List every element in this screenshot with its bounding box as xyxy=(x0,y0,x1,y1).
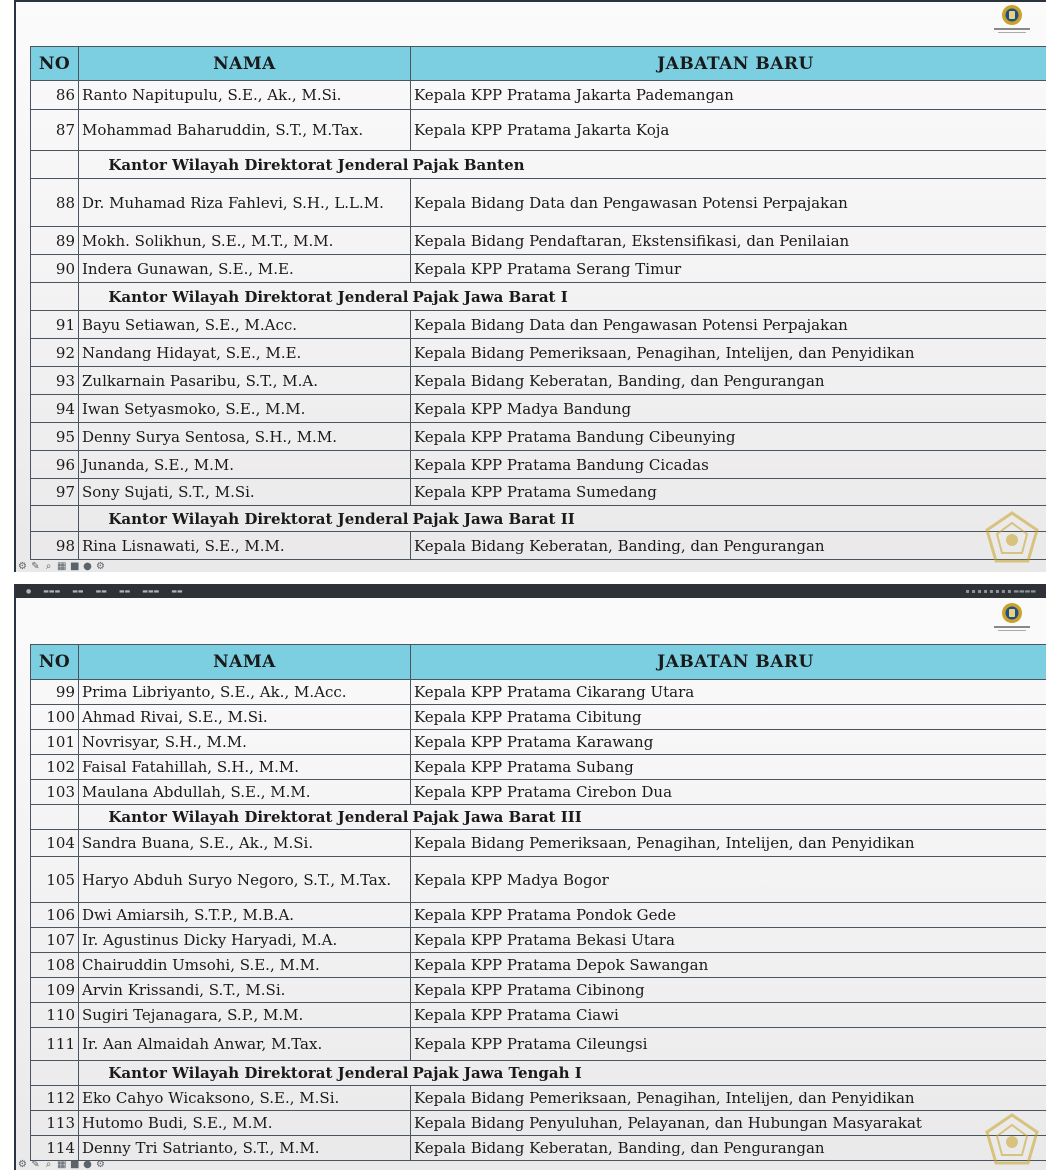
row-position: Kepala KPP Pratama Jakarta Pademangan xyxy=(411,81,1046,110)
section-blank-cell xyxy=(31,805,79,830)
row-name: Maulana Abdullah, S.E., M.M. xyxy=(79,780,411,805)
row-number: 90 xyxy=(31,255,79,283)
row-position: Kepala KPP Pratama Bekasi Utara xyxy=(411,928,1046,953)
row-position: Kepala Bidang Keberatan, Banding, dan Pengurangan xyxy=(411,367,1046,395)
row-number: 107 xyxy=(31,928,79,953)
row-name: Faisal Fatahillah, S.H., M.M. xyxy=(79,755,411,780)
table-row xyxy=(31,395,1046,423)
row-name: Rina Lisnawati, S.E., M.M. xyxy=(79,532,411,560)
table-row xyxy=(31,479,1046,506)
section-row xyxy=(31,283,1046,311)
row-number: 89 xyxy=(31,227,79,255)
row-number: 88 xyxy=(31,179,79,227)
settings-icon[interactable]: ⚙ xyxy=(18,1158,27,1170)
screen-icon[interactable]: ■ xyxy=(70,1158,80,1170)
menubar-item[interactable]: ▬▬ xyxy=(118,587,131,595)
table-row xyxy=(31,227,1046,255)
section-row xyxy=(31,506,1046,532)
table-header-row xyxy=(31,47,1046,81)
section-row xyxy=(31,1061,1046,1086)
row-position: Kepala KPP Pratama Bandung Cibeunying xyxy=(411,423,1046,451)
row-name: Zulkarnain Pasaribu, S.T., M.A. xyxy=(79,367,411,395)
section-title-part1: Kantor Wilayah Direktorat Jenderal xyxy=(79,506,411,532)
pen-icon[interactable]: ✎ xyxy=(31,560,40,572)
row-position: Kepala KPP Pratama Sumedang xyxy=(411,479,1046,506)
row-number: 109 xyxy=(31,978,79,1003)
row-position: Kepala KPP Madya Bogor xyxy=(411,857,1046,903)
row-number: 114 xyxy=(31,1136,79,1161)
table-row xyxy=(31,730,1046,755)
row-name: Indera Gunawan, S.E., M.E. xyxy=(79,255,411,283)
row-number: 108 xyxy=(31,953,79,978)
row-name: Haryo Abduh Suryo Negoro, S.T., M.Tax. xyxy=(79,857,411,903)
section-blank-cell xyxy=(31,506,79,532)
row-number: 96 xyxy=(31,451,79,479)
section-blank-cell xyxy=(31,1061,79,1086)
pen-icon[interactable]: ✎ xyxy=(31,1158,40,1170)
row-name: Sugiri Tejanagara, S.P., M.M. xyxy=(79,1003,411,1028)
row-position: Kepala KPP Pratama Cirebon Dua xyxy=(411,780,1046,805)
table-row xyxy=(31,680,1046,705)
section-title-part2: Pajak Jawa Barat III xyxy=(411,805,1046,830)
section-title-part1: Kantor Wilayah Direktorat Jenderal xyxy=(79,805,411,830)
row-number: 112 xyxy=(31,1086,79,1111)
row-number: 93 xyxy=(31,367,79,395)
row-number: 98 xyxy=(31,532,79,560)
row-position: Kepala KPP Pratama Cibitung xyxy=(411,705,1046,730)
row-position: Kepala KPP Pratama Ciawi xyxy=(411,1003,1046,1028)
row-name: Junanda, S.E., M.M. xyxy=(79,451,411,479)
header-nama: NAMA xyxy=(79,645,411,680)
header-no: NO xyxy=(31,47,79,81)
row-name: Iwan Setyasmoko, S.E., M.M. xyxy=(79,395,411,423)
row-name: Denny Tri Satrianto, S.T., M.M. xyxy=(79,1136,411,1161)
row-position: Kepala KPP Pratama Cileungsi xyxy=(411,1028,1046,1061)
table-row xyxy=(31,1111,1046,1136)
row-number: 91 xyxy=(31,311,79,339)
table-row xyxy=(31,755,1046,780)
officials-table xyxy=(30,46,1046,560)
row-name: Novrisyar, S.H., M.M. xyxy=(79,730,411,755)
table-row xyxy=(31,1136,1046,1161)
menubar-item[interactable]: ▬▬▬ xyxy=(43,587,61,595)
row-name: Sandra Buana, S.E., Ak., M.Si. xyxy=(79,830,411,857)
emblem-icon xyxy=(1001,602,1023,624)
header-jabatan: JABATAN BARU xyxy=(411,47,1046,81)
row-position: Kepala KPP Pratama Pondok Gede xyxy=(411,903,1046,928)
table-row xyxy=(31,780,1046,805)
table-header-row xyxy=(31,645,1046,680)
row-number: 111 xyxy=(31,1028,79,1061)
section-title-part2: Pajak Banten xyxy=(411,151,1046,179)
table-row xyxy=(31,928,1046,953)
more-icon[interactable]: ● xyxy=(83,1158,92,1170)
presentation-toolbar xyxy=(18,1158,105,1170)
table-row xyxy=(31,255,1046,283)
row-name: Ranto Napitupulu, S.E., Ak., M.Si. xyxy=(79,81,411,110)
row-position: Kepala Bidang Keberatan, Banding, dan Pengurangan xyxy=(411,532,1046,560)
menubar-item[interactable]: ▬▬ xyxy=(72,587,84,595)
row-position: Kepala KPP Pratama Karawang xyxy=(411,730,1046,755)
section-title-part1: Kantor Wilayah Direktorat Jenderal xyxy=(79,151,411,179)
menubar-item[interactable]: ● xyxy=(26,587,32,595)
row-name: Sony Sujati, S.T., M.Si. xyxy=(79,479,411,506)
row-number: 99 xyxy=(31,680,79,705)
row-position: Kepala KPP Pratama Serang Timur xyxy=(411,255,1046,283)
row-position: Kepala KPP Pratama Bandung Cicadas xyxy=(411,451,1046,479)
row-position: Kepala KPP Pratama Jakarta Koja xyxy=(411,110,1046,151)
menubar-status-area: ▪ ▪ ▪ ▪ ▪ ▪ ▪ ▪ ▬▬▬▬ xyxy=(965,587,1036,595)
section-title-part2: Pajak Jawa Barat I xyxy=(411,283,1046,311)
row-position: Kepala Bidang Data dan Pengawasan Potensi Perpajakan xyxy=(411,179,1046,227)
officials-table xyxy=(30,644,1046,1161)
ministry-logo xyxy=(988,4,1036,38)
row-position: Kepala KPP Pratama Depok Sawangan xyxy=(411,953,1046,978)
row-position: Kepala KPP Pratama Subang xyxy=(411,755,1046,780)
table-row xyxy=(31,179,1046,227)
section-title-part2: Pajak Jawa Tengah I xyxy=(411,1061,1046,1086)
table-row xyxy=(31,953,1046,978)
row-name: Hutomo Budi, S.E., M.M. xyxy=(79,1111,411,1136)
row-name: Dr. Muhamad Riza Fahlevi, S.H., L.L.M. xyxy=(79,179,411,227)
table-row xyxy=(31,532,1046,560)
menubar-item[interactable]: ▬▬ xyxy=(95,587,107,595)
row-position: Kepala Bidang Pemeriksaan, Penagihan, Intelijen, dan Penyidikan xyxy=(411,1086,1046,1111)
row-number: 95 xyxy=(31,423,79,451)
emblem-watermark-icon xyxy=(984,510,1040,566)
row-number: 101 xyxy=(31,730,79,755)
row-number: 113 xyxy=(31,1111,79,1136)
section-blank-cell xyxy=(31,151,79,179)
row-position: Kepala Bidang Penyuluhan, Pelayanan, dan Hubungan Masyarakat xyxy=(411,1111,1046,1136)
presentation-toolbar xyxy=(18,560,105,572)
table-row xyxy=(31,1028,1046,1061)
section-title-part1: Kantor Wilayah Direktorat Jenderal xyxy=(79,1061,411,1086)
row-name: Eko Cahyo Wicaksono, S.E., M.Si. xyxy=(79,1086,411,1111)
grid-icon[interactable]: ▦ xyxy=(57,560,67,572)
row-name: Ir. Agustinus Dicky Haryadi, M.A. xyxy=(79,928,411,953)
table-row xyxy=(31,1086,1046,1111)
row-number: 92 xyxy=(31,339,79,367)
row-number: 86 xyxy=(31,81,79,110)
table-row xyxy=(31,339,1046,367)
row-name: Bayu Setiawan, S.E., M.Acc. xyxy=(79,311,411,339)
ministry-logo xyxy=(988,602,1036,636)
search-icon[interactable]: ⌕ xyxy=(45,560,52,572)
row-number: 100 xyxy=(31,705,79,730)
row-name: Dwi Amiarsih, S.T.P., M.B.A. xyxy=(79,903,411,928)
table-row xyxy=(31,1003,1046,1028)
section-title-part2: Pajak Jawa Barat II xyxy=(411,506,1046,532)
slide-screenshot-1 xyxy=(14,0,1046,572)
row-name: Chairuddin Umsohi, S.E., M.M. xyxy=(79,953,411,978)
row-number: 97 xyxy=(31,479,79,506)
os-menubar xyxy=(16,584,1046,598)
row-name: Ir. Aan Almaidah Anwar, M.Tax. xyxy=(79,1028,411,1061)
slide-screenshot-2 xyxy=(14,584,1046,1170)
row-number: 102 xyxy=(31,755,79,780)
row-position: Kepala Bidang Data dan Pengawasan Potensi Perpajakan xyxy=(411,311,1046,339)
header-no: NO xyxy=(31,645,79,680)
grid-icon[interactable]: ▦ xyxy=(57,1158,67,1170)
row-number: 87 xyxy=(31,110,79,151)
table-row xyxy=(31,423,1046,451)
row-name: Mokh. Solikhun, S.E., M.T., M.M. xyxy=(79,227,411,255)
table-row xyxy=(31,830,1046,857)
section-row xyxy=(31,151,1046,179)
row-number: 104 xyxy=(31,830,79,857)
options-icon[interactable]: ⚙ xyxy=(96,1158,105,1170)
row-number: 106 xyxy=(31,903,79,928)
row-name: Ahmad Rivai, S.E., M.Si. xyxy=(79,705,411,730)
row-name: Prima Libriyanto, S.E., Ak., M.Acc. xyxy=(79,680,411,705)
table-row xyxy=(31,857,1046,903)
row-position: Kepala Bidang Pemeriksaan, Penagihan, Intelijen, dan Penyidikan xyxy=(411,830,1046,857)
options-icon[interactable]: ⚙ xyxy=(96,560,105,572)
table-row xyxy=(31,110,1046,151)
search-icon[interactable]: ⌕ xyxy=(45,1158,52,1170)
more-icon[interactable]: ● xyxy=(83,560,92,572)
row-name: Nandang Hidayat, S.E., M.E. xyxy=(79,339,411,367)
row-position: Kepala KPP Madya Bandung xyxy=(411,395,1046,423)
row-number: 103 xyxy=(31,780,79,805)
menubar-item[interactable]: ▬▬▬ xyxy=(142,587,160,595)
header-jabatan: JABATAN BARU xyxy=(411,645,1046,680)
row-position: Kepala Bidang Pemeriksaan, Penagihan, Intelijen, dan Penyidikan xyxy=(411,339,1046,367)
row-position: Kepala KPP Pratama Cikarang Utara xyxy=(411,680,1046,705)
screen-icon[interactable]: ■ xyxy=(70,560,80,572)
table-row xyxy=(31,311,1046,339)
table-row xyxy=(31,451,1046,479)
section-blank-cell xyxy=(31,283,79,311)
table-row xyxy=(31,367,1046,395)
row-name: Denny Surya Sentosa, S.H., M.M. xyxy=(79,423,411,451)
header-nama: NAMA xyxy=(79,47,411,81)
section-row xyxy=(31,805,1046,830)
emblem-icon xyxy=(1001,4,1023,26)
row-number: 105 xyxy=(31,857,79,903)
table-row xyxy=(31,903,1046,928)
row-name: Arvin Krissandi, S.T., M.Si. xyxy=(79,978,411,1003)
section-title-part1: Kantor Wilayah Direktorat Jenderal xyxy=(79,283,411,311)
row-position: Kepala Bidang Keberatan, Banding, dan Pengurangan xyxy=(411,1136,1046,1161)
row-name: Mohammad Baharuddin, S.T., M.Tax. xyxy=(79,110,411,151)
settings-icon[interactable]: ⚙ xyxy=(18,560,27,572)
row-position: Kepala Bidang Pendaftaran, Ekstensifikasi, dan Penilaian xyxy=(411,227,1046,255)
row-position: Kepala KPP Pratama Cibinong xyxy=(411,978,1046,1003)
table-row xyxy=(31,705,1046,730)
table-row xyxy=(31,978,1046,1003)
table-row xyxy=(31,81,1046,110)
emblem-watermark-icon xyxy=(984,1112,1040,1168)
row-number: 110 xyxy=(31,1003,79,1028)
menubar-item[interactable]: ▬▬ xyxy=(171,587,183,595)
row-number: 94 xyxy=(31,395,79,423)
